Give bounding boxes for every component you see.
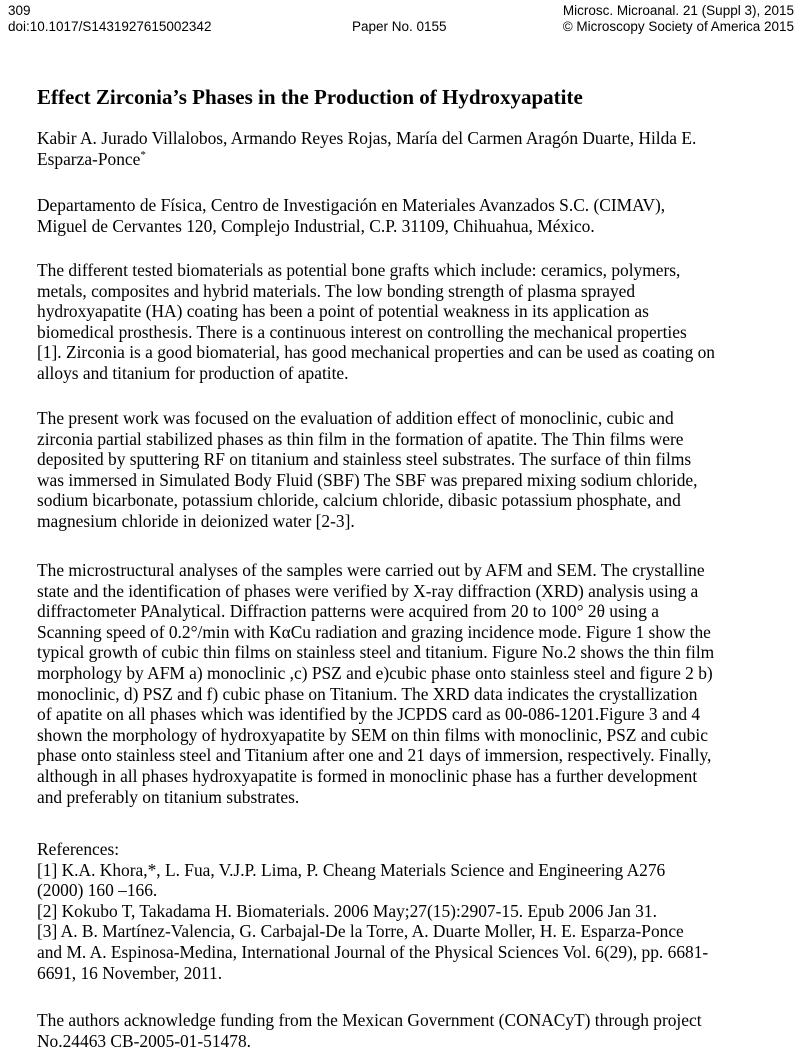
text-line: although in all phases hydroxyapatite is formed in monoclinic phase has a further development [37, 765, 698, 786]
affiliation-line: Departamento de Física, Centro de Investigación en Materiales Avanzados S.C. (CIMAV), [37, 195, 666, 215]
references [37, 839, 772, 983]
text-line: morphology by AFM a) monoclinic ,c) PSZ and e)cubic phase onto stainless steel and figure 2 b) [37, 662, 713, 683]
authors [37, 128, 772, 169]
text-line: hydroxyapatite (HA) coating has been a point of potential weakness in its application as [37, 301, 649, 322]
doi: doi:10.1017/S1431927615002342 [8, 19, 212, 34]
text-line: shown the morphology of hydroxyapatite by SEM on thin films with monoclinic, PSZ and cubic [37, 724, 708, 745]
body-paragraph-3 [37, 560, 772, 807]
text-line: of apatite on all phases which was identified by the JCPDS card as 00-086-1201.Figure 3 and 4 [37, 704, 701, 725]
text-line: state and the identification of phases were verified by X-ray diffraction (XRD) analysis using a [37, 580, 699, 601]
text-line: metals, composites and hybrid materials. The low bonding strength of plasma sprayed [37, 280, 636, 301]
reference-line: [1] K.A. Khora,*, L. Fua, V.J.P. Lima, P. Cheang Materials Science and Engineering A276 [37, 859, 666, 880]
body-paragraph-1 [37, 260, 772, 384]
acknowledgment-line: No.24463 CB-2005-01-51478. [37, 1030, 251, 1051]
text-line: alloys and titanium for production of apatite. [37, 362, 349, 383]
text-line: monoclinic, d) PSZ and f) cubic phase on Titanium. The XRD data indicates the crystallization [37, 683, 698, 704]
text-line: diffractometer PAnalytical. Diffraction patterns were acquired from 20 to 100° 2θ using a [37, 601, 660, 622]
reference-line: and M. A. Espinosa-Medina, International Journal of the Physical Sciences Vol. 6(29), pp. 6681- [37, 941, 709, 962]
text-line: typical growth of cubic thin films on stainless steel and titanium. Figure No.2 shows the thin film [37, 642, 715, 663]
acknowledgment-line: The authors acknowledge funding from the Mexican Government (CONACyT) through project [37, 1010, 702, 1030]
copyright: © Microscopy Society of America 2015 [562, 19, 794, 34]
page-number: 309 [8, 3, 31, 18]
paper-title: Effect Zirconia’s Phases in the Production of Hydroxyapatite [37, 85, 583, 109]
body-paragraph-2 [37, 408, 772, 532]
authors-line: Kabir A. Jurado Villalobos, Armando Reyes Rojas, María del Carmen Aragón Duarte, Hilda E. [37, 128, 697, 148]
text-line: The different tested biomaterials as potential bone grafts which include: ceramics, polymers, [37, 260, 681, 280]
affiliation-line: Miguel de Cervantes 120, Complejo Industrial, C.P. 31109, Chihuahua, México. [37, 215, 595, 236]
acknowledgment [37, 1010, 772, 1051]
text-line: biomedical prosthesis. There is a continuous interest on controlling the mechanical properties [37, 321, 687, 342]
paper-number: Paper No. 0155 [352, 19, 447, 34]
text-line: was immersed in Simulated Body Fluid (SBF) The SBF was prepared mixing sodium chloride, [37, 469, 698, 490]
text-line: zirconia partial stabilized phases as thin film in the formation of apatite. The Thin films were [37, 428, 684, 449]
reference-line: (2000) 160 –166. [37, 880, 158, 901]
text-line: [1]. Zirconia is a good biomaterial, has good mechanical properties and can be used as coating on [37, 342, 716, 363]
reference-line: [3] A. B. Martínez-Valencia, G. Carbajal-De la Torre, A. Duarte Moller, H. E. Esparza-Ponce [37, 921, 684, 942]
text-line: The present work was focused on the evaluation of addition effect of monoclinic, cubic and [37, 408, 674, 428]
text-line: and preferably on titanium substrates. [37, 786, 300, 807]
text-line: sodium bicarbonate, potassium chloride, calcium chloride, dibasic potassium phosphate, and [37, 490, 681, 511]
references-heading: References: [37, 839, 120, 859]
author-name: Esparza-Ponce [37, 148, 141, 169]
text-line: The microstructural analyses of the samples were carried out by AFM and SEM. The crystalline [37, 560, 705, 580]
reference-line: [2] Kokubo T, Takadama H. Biomaterials. 2006 May;27(15):2907-15. Epub 2006 Jan 31. [37, 900, 657, 921]
reference-line: 6691, 16 November, 2011. [37, 962, 223, 983]
corresponding-author-mark: * [140, 148, 146, 161]
text-line: magnesium chloride in deionized water [2-3]. [37, 510, 355, 531]
text-line: deposited by sputtering RF on titanium and stainless steel substrates. The surface of thin films [37, 449, 692, 470]
text-line: Scanning speed of 0.2°/min with KαCu radiation and grazing incidence mode. Figure 1 show the [37, 621, 711, 642]
text-line: phase onto stainless steel and Titanium after one and 21 days of immersion, respectively. Finally, [37, 745, 712, 766]
affiliation [37, 195, 772, 236]
journal-citation: Microsc. Microanal. 21 (Suppl 3), 2015 [562, 3, 794, 18]
authors-line [37, 149, 772, 170]
